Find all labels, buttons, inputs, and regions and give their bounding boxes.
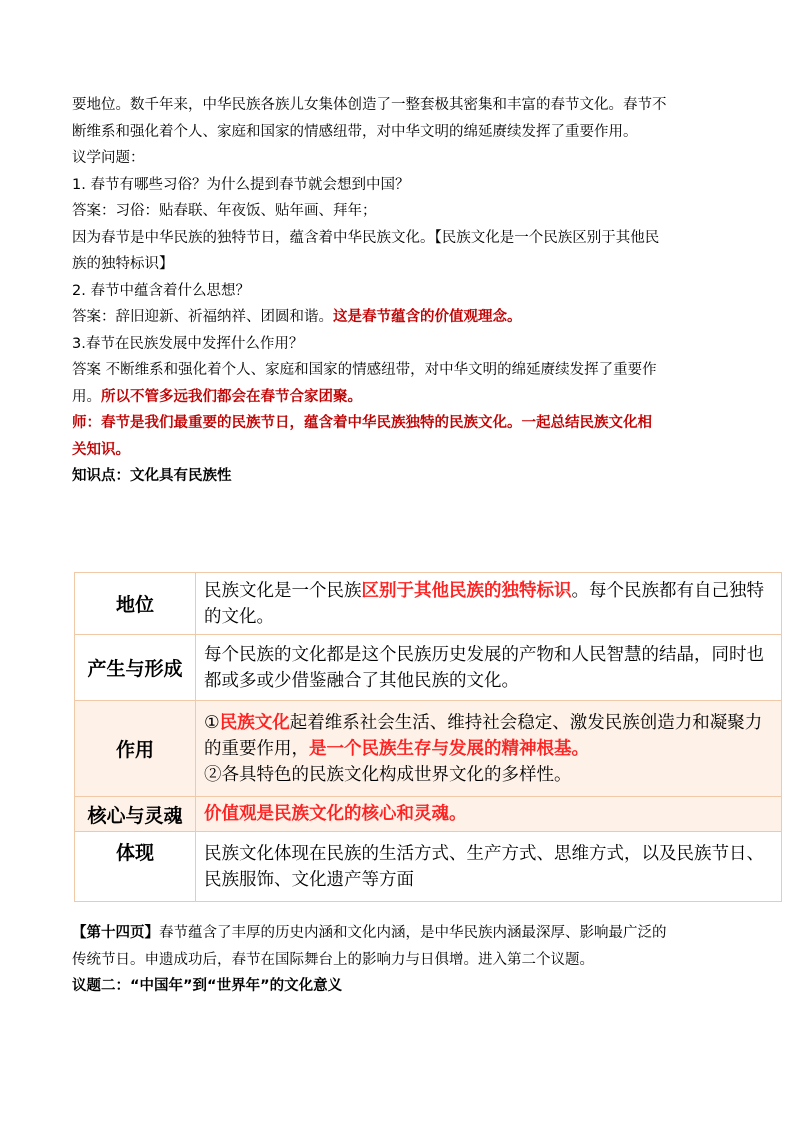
- page-14-tag: 【第十四页】: [72, 925, 159, 941]
- knowledge-title: 知识点：文化具有民族性: [72, 468, 232, 484]
- page-14-line-2: 传统节日。申遗成功后，春节在国际舞台上的影响力与日俱增。进入第二个议题。: [72, 951, 594, 968]
- answer-3-text: 用。: [72, 388, 101, 405]
- topic-2-heading: 议题二：“中国年”到“世界年”的文化意义: [72, 978, 343, 994]
- table-row-status: [75, 573, 782, 635]
- question-2: 2. 春节中蕴含着什么思想？: [72, 282, 250, 299]
- knowledge-table: [74, 572, 782, 902]
- answer-3-highlight: 所以不管多远我们都会在春节合家团聚。: [101, 388, 362, 405]
- answer-1-customs: 答案：习俗：贴春联、年夜饭、贴年画、拜年；: [72, 203, 377, 219]
- row-head-function: 作用: [75, 701, 196, 797]
- question-1: 1. 春节有哪些习俗？为什么提到春节就会想到中国？: [72, 176, 410, 193]
- document-body: [72, 92, 722, 490]
- function-line-2: ②各具特色的民族文化构成世界文化的多样性。: [204, 764, 572, 785]
- page-14-line-1: 【第十四页】春节蕴含了丰厚的历史内涵和文化内涵，是中华民族内涵最深厚、影响最广泛的: [72, 925, 667, 941]
- question-3: 3.春节在民族发展中发挥什么作用？: [72, 335, 304, 352]
- intro-line-2: 断维系和强化着个人、家庭和国家的情感纽带，对中华文明的绵延赓续发挥了重要作用。: [72, 123, 638, 140]
- answer-1-reason-b: 族的独特标识】: [72, 256, 174, 272]
- answer-2-text: 答案：辞旧迎新、祈福纳祥、团圆和谐。: [72, 309, 333, 325]
- table-row-function: [75, 701, 782, 797]
- row-body-origin: 每个民族的文化都是这个民族历史发展的产物和人民智慧的结晶，同时也都或多或少借鉴融合了其他民族的文化。: [196, 635, 782, 701]
- page-14-section: [72, 920, 732, 1000]
- table-row-core: [75, 797, 782, 832]
- row-body-status: 民族文化是一个民族区别于其他民族的独特标识。每个民族都有自己独特的文化。: [196, 573, 782, 635]
- intro-line-1: 要地位。数千年来，中华民族各族儿女集体创造了一整套极其密集和丰富的春节文化。春节不: [72, 97, 667, 113]
- core-highlight: 价值观是民族文化的核心和灵魂。: [204, 804, 467, 824]
- teacher-line-2: 关知识。: [72, 441, 130, 458]
- function-highlight-1: 民族文化: [219, 712, 290, 733]
- answer-1-reason-a: 因为春节是中华民族的独特节日，蕴含着中华民族文化。【民族文化是一个民族区别于其他民: [72, 229, 660, 246]
- row-body-function: ①民族文化起着维系社会生活、维持社会稳定、激发民族创造力和凝聚力的重要作用，是一个民族生存与发展的精神根基。 ②各具特色的民族文化构成世界文化的多样性。: [196, 701, 782, 797]
- answer-2-highlight: 这是春节蕴含的价值观理念。: [333, 309, 522, 325]
- row-head-manifest: 体现: [75, 832, 196, 902]
- discussion-label: 议学问题：: [72, 150, 145, 166]
- row-body-manifest: 民族文化体现在民族的生活方式、生产方式、思维方式，以及民族节日、民族服饰、文化遗产等方面: [196, 832, 782, 902]
- row-head-status: 地位: [75, 573, 196, 635]
- row-head-core: 核心与灵魂: [75, 797, 196, 832]
- answer-3-line-2: [72, 384, 722, 411]
- function-highlight-2: 是一个民族生存与发展的精神根基。: [309, 738, 589, 759]
- status-highlight: 区别于其他民族的独特标识: [361, 580, 572, 601]
- row-body-core: [196, 797, 782, 832]
- row-head-origin: 产生与形成: [75, 635, 196, 701]
- teacher-line-1: 师：春节是我们最重要的民族节日，蕴含着中华民族独特的民族文化。一起总结民族文化相: [72, 415, 652, 431]
- table-row-manifest: [75, 832, 782, 902]
- answer-3-line-1: 答案 不断维系和强化着个人、家庭和国家的情感纽带，对中华文明的绵延赓续发挥了重要作: [72, 362, 657, 378]
- table-row-origin: [75, 635, 782, 701]
- answer-2: [72, 304, 722, 331]
